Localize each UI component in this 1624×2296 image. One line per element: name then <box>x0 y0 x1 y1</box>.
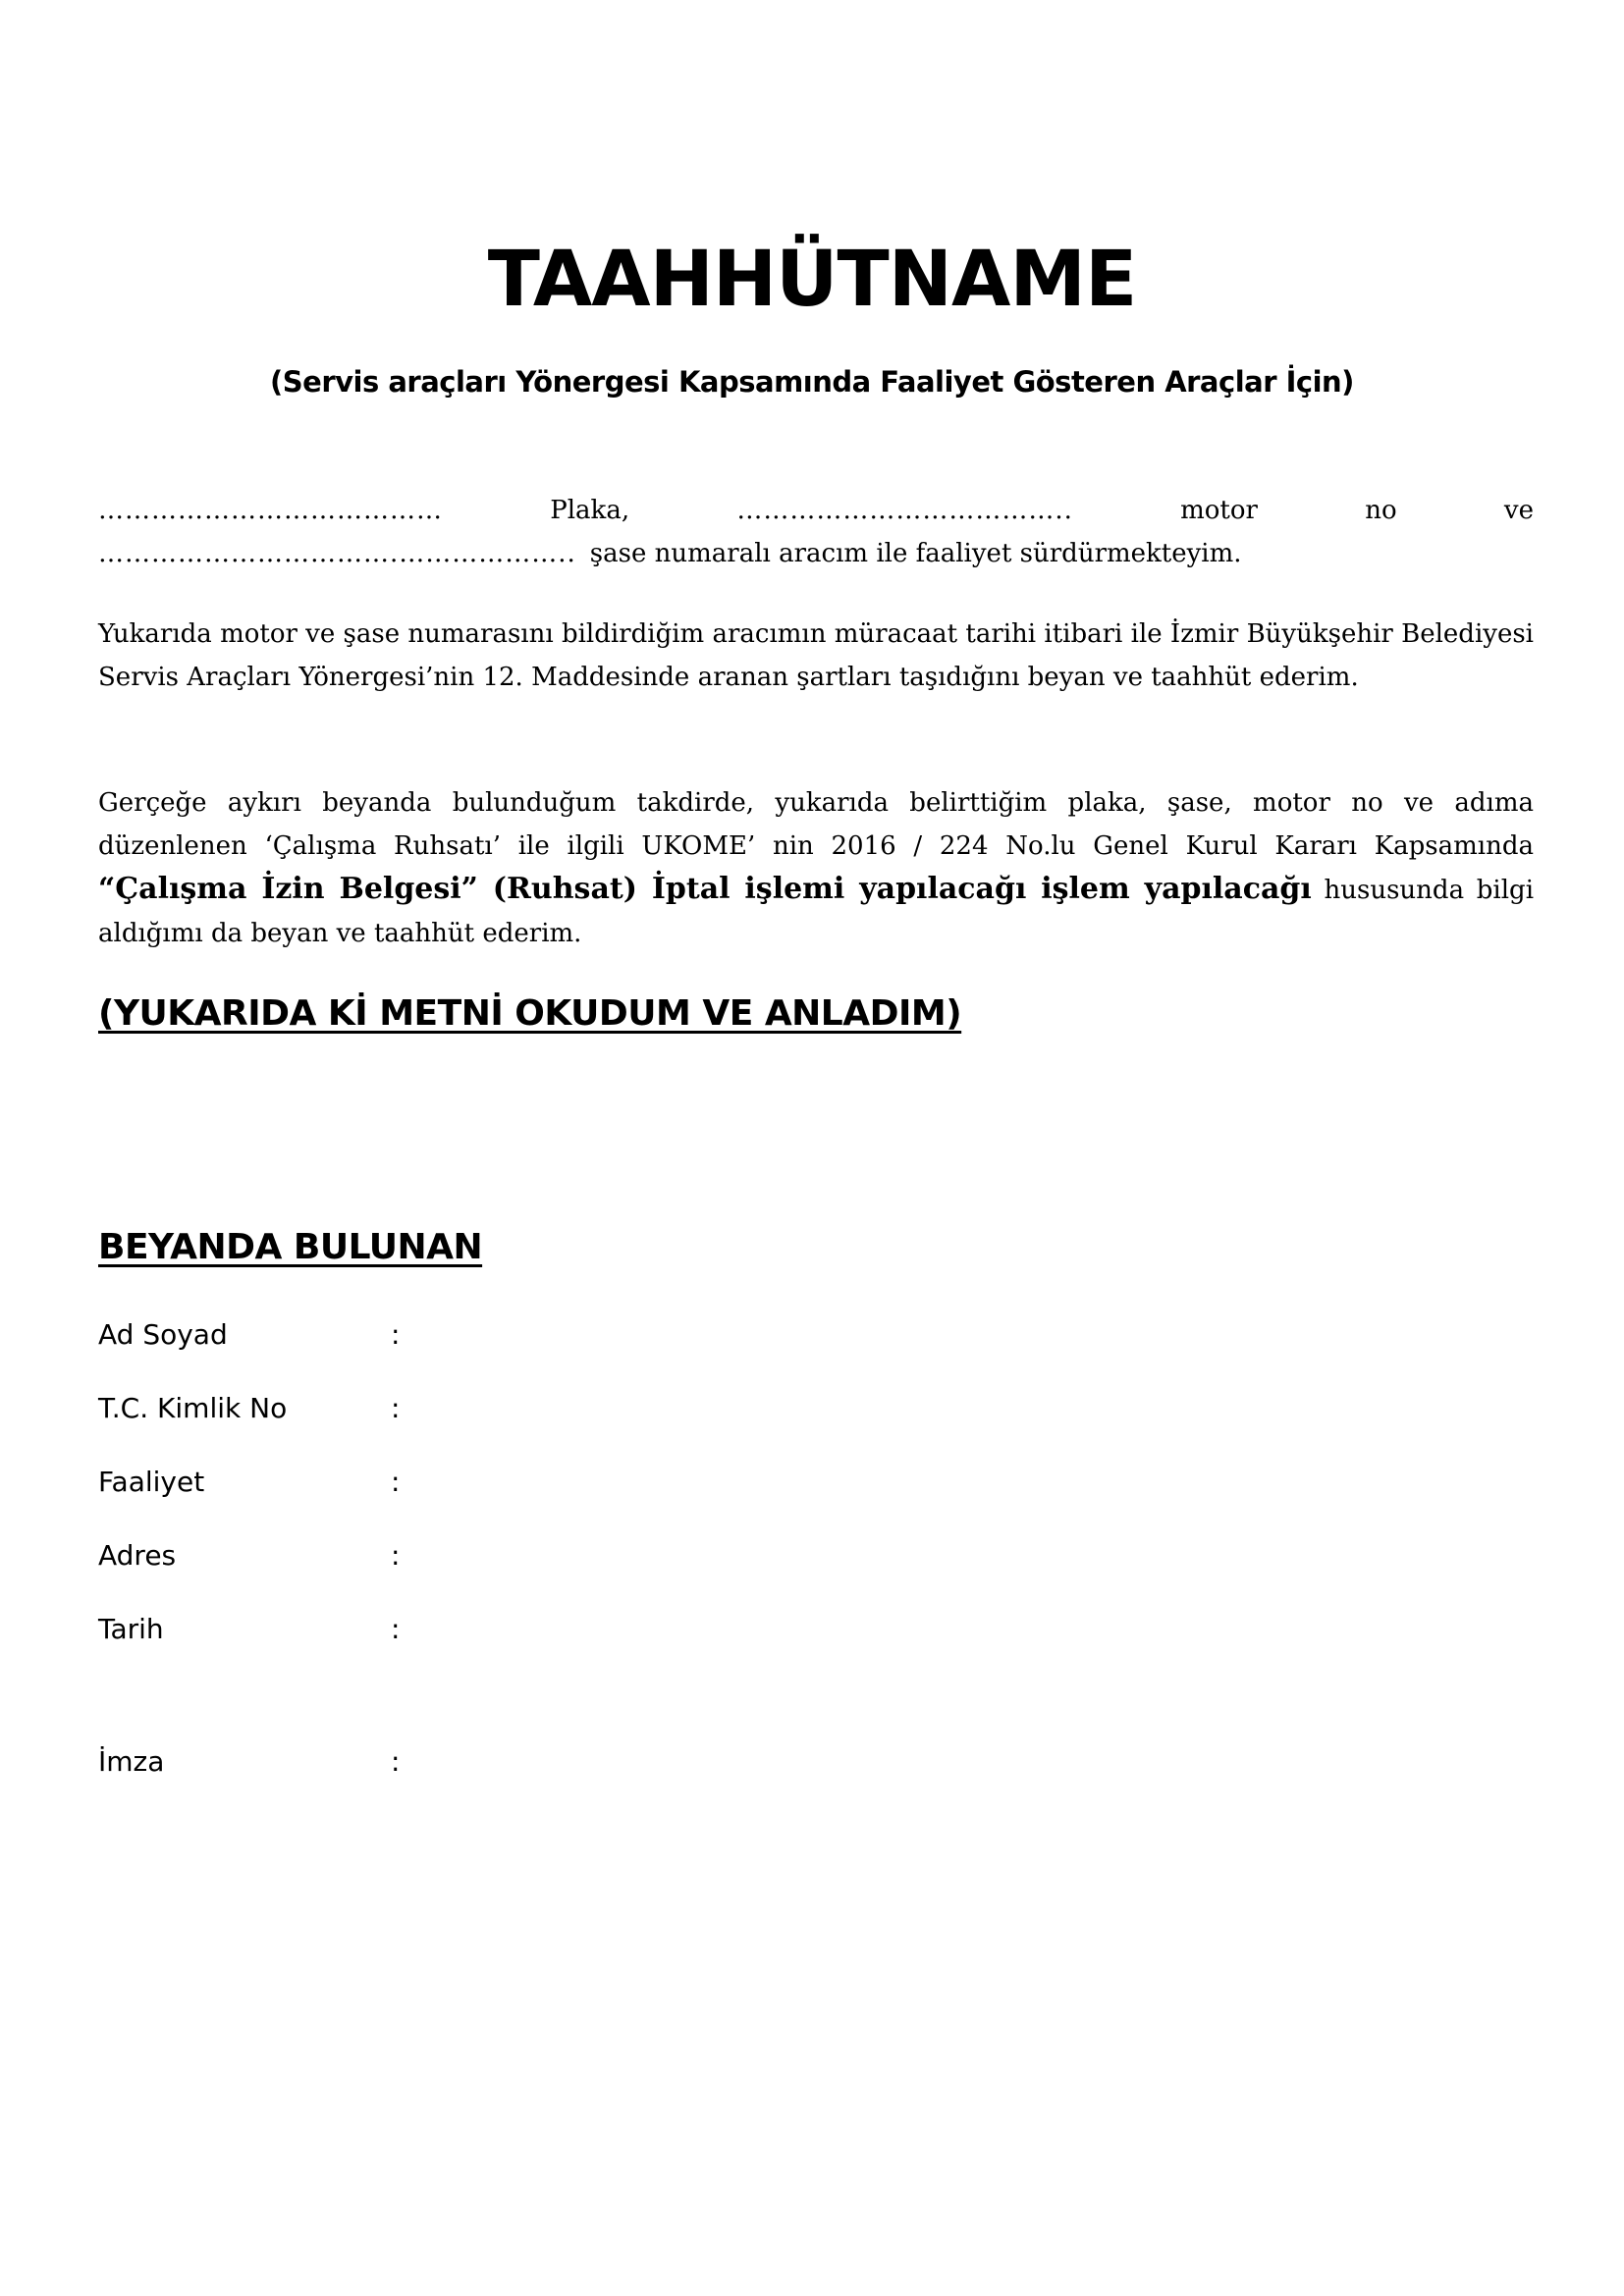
field-date-colon: : <box>391 1613 401 1645</box>
ve-word: ve <box>1503 496 1534 525</box>
read-statement: (YUKARIDA Kİ METNİ OKUDUM VE ANLADIM) <box>98 993 962 1034</box>
plate-label: Plaka, <box>550 496 630 525</box>
plate-blank: ………………………………… <box>98 496 443 525</box>
field-address-label: Adres <box>98 1539 177 1572</box>
no-word: no <box>1365 496 1397 525</box>
field-name-colon: : <box>391 1318 401 1351</box>
vehicle-info-line-2 <box>98 532 1534 575</box>
field-address-colon: : <box>391 1539 401 1572</box>
false-declaration-part-1: Gerçeğe aykırı beyanda bulunduğum takdirde, yukarıda belirttiğim plaka, şase, motor no ve adıma düzenlenen ‘Çalışma Ruhsatı’ ile ilgili UKOME’ nin 2016 / 224 No.lu Genel Kurul Kararı Kapsamında <box>98 788 1534 861</box>
vehicle-info-paragraph <box>98 489 1534 575</box>
false-declaration-paragraph <box>98 781 1534 955</box>
field-activity-colon: : <box>391 1466 401 1498</box>
field-activity-label: Faaliyet <box>98 1466 205 1498</box>
chassis-text: şase numaralı aracım ile faaliyet sürdürmekteyim. <box>589 539 1242 568</box>
false-declaration-bold: “Çalışma İzin Belgesi” (Ruhsat) İptal işlemi yapılacağı işlem yapılacağı <box>98 872 1312 906</box>
field-signature-label: İmza <box>98 1745 165 1778</box>
compliance-paragraph: Yukarıda motor ve şase numarasını bildirdiğim aracımın müracaat tarihi itibari ile İzmir Büyükşehir Belediyesi Servis Araçları Yönergesi’nin 12. Maddesinde aranan şartları taşıdığını beyan ve taahhüt ederim. <box>98 619 1534 692</box>
document-subtitle: (Servis araçları Yönergesi Kapsamında Faaliyet Gösteren Araçlar İçin) <box>270 365 1354 399</box>
vehicle-info-line-1 <box>98 489 1534 532</box>
field-id-number-colon: : <box>391 1392 401 1424</box>
false-declaration-part-2: hususunda bilgi aldığımı da beyan ve taahhüt ederim. <box>98 876 1535 948</box>
field-id-number-label: T.C. Kimlik No <box>98 1392 288 1424</box>
field-name-label: Ad Soyad <box>98 1318 228 1351</box>
field-signature-colon: : <box>391 1745 401 1778</box>
document-title: TAAHHÜTNAME <box>487 236 1137 324</box>
declarant-heading: BEYANDA BULUNAN <box>98 1227 483 1267</box>
engine-blank: ……………………………….. <box>736 496 1073 525</box>
motor-word: motor <box>1180 496 1258 525</box>
field-date-label: Tarih <box>98 1613 164 1645</box>
chassis-blank: …………………………….……………….. <box>98 539 576 568</box>
